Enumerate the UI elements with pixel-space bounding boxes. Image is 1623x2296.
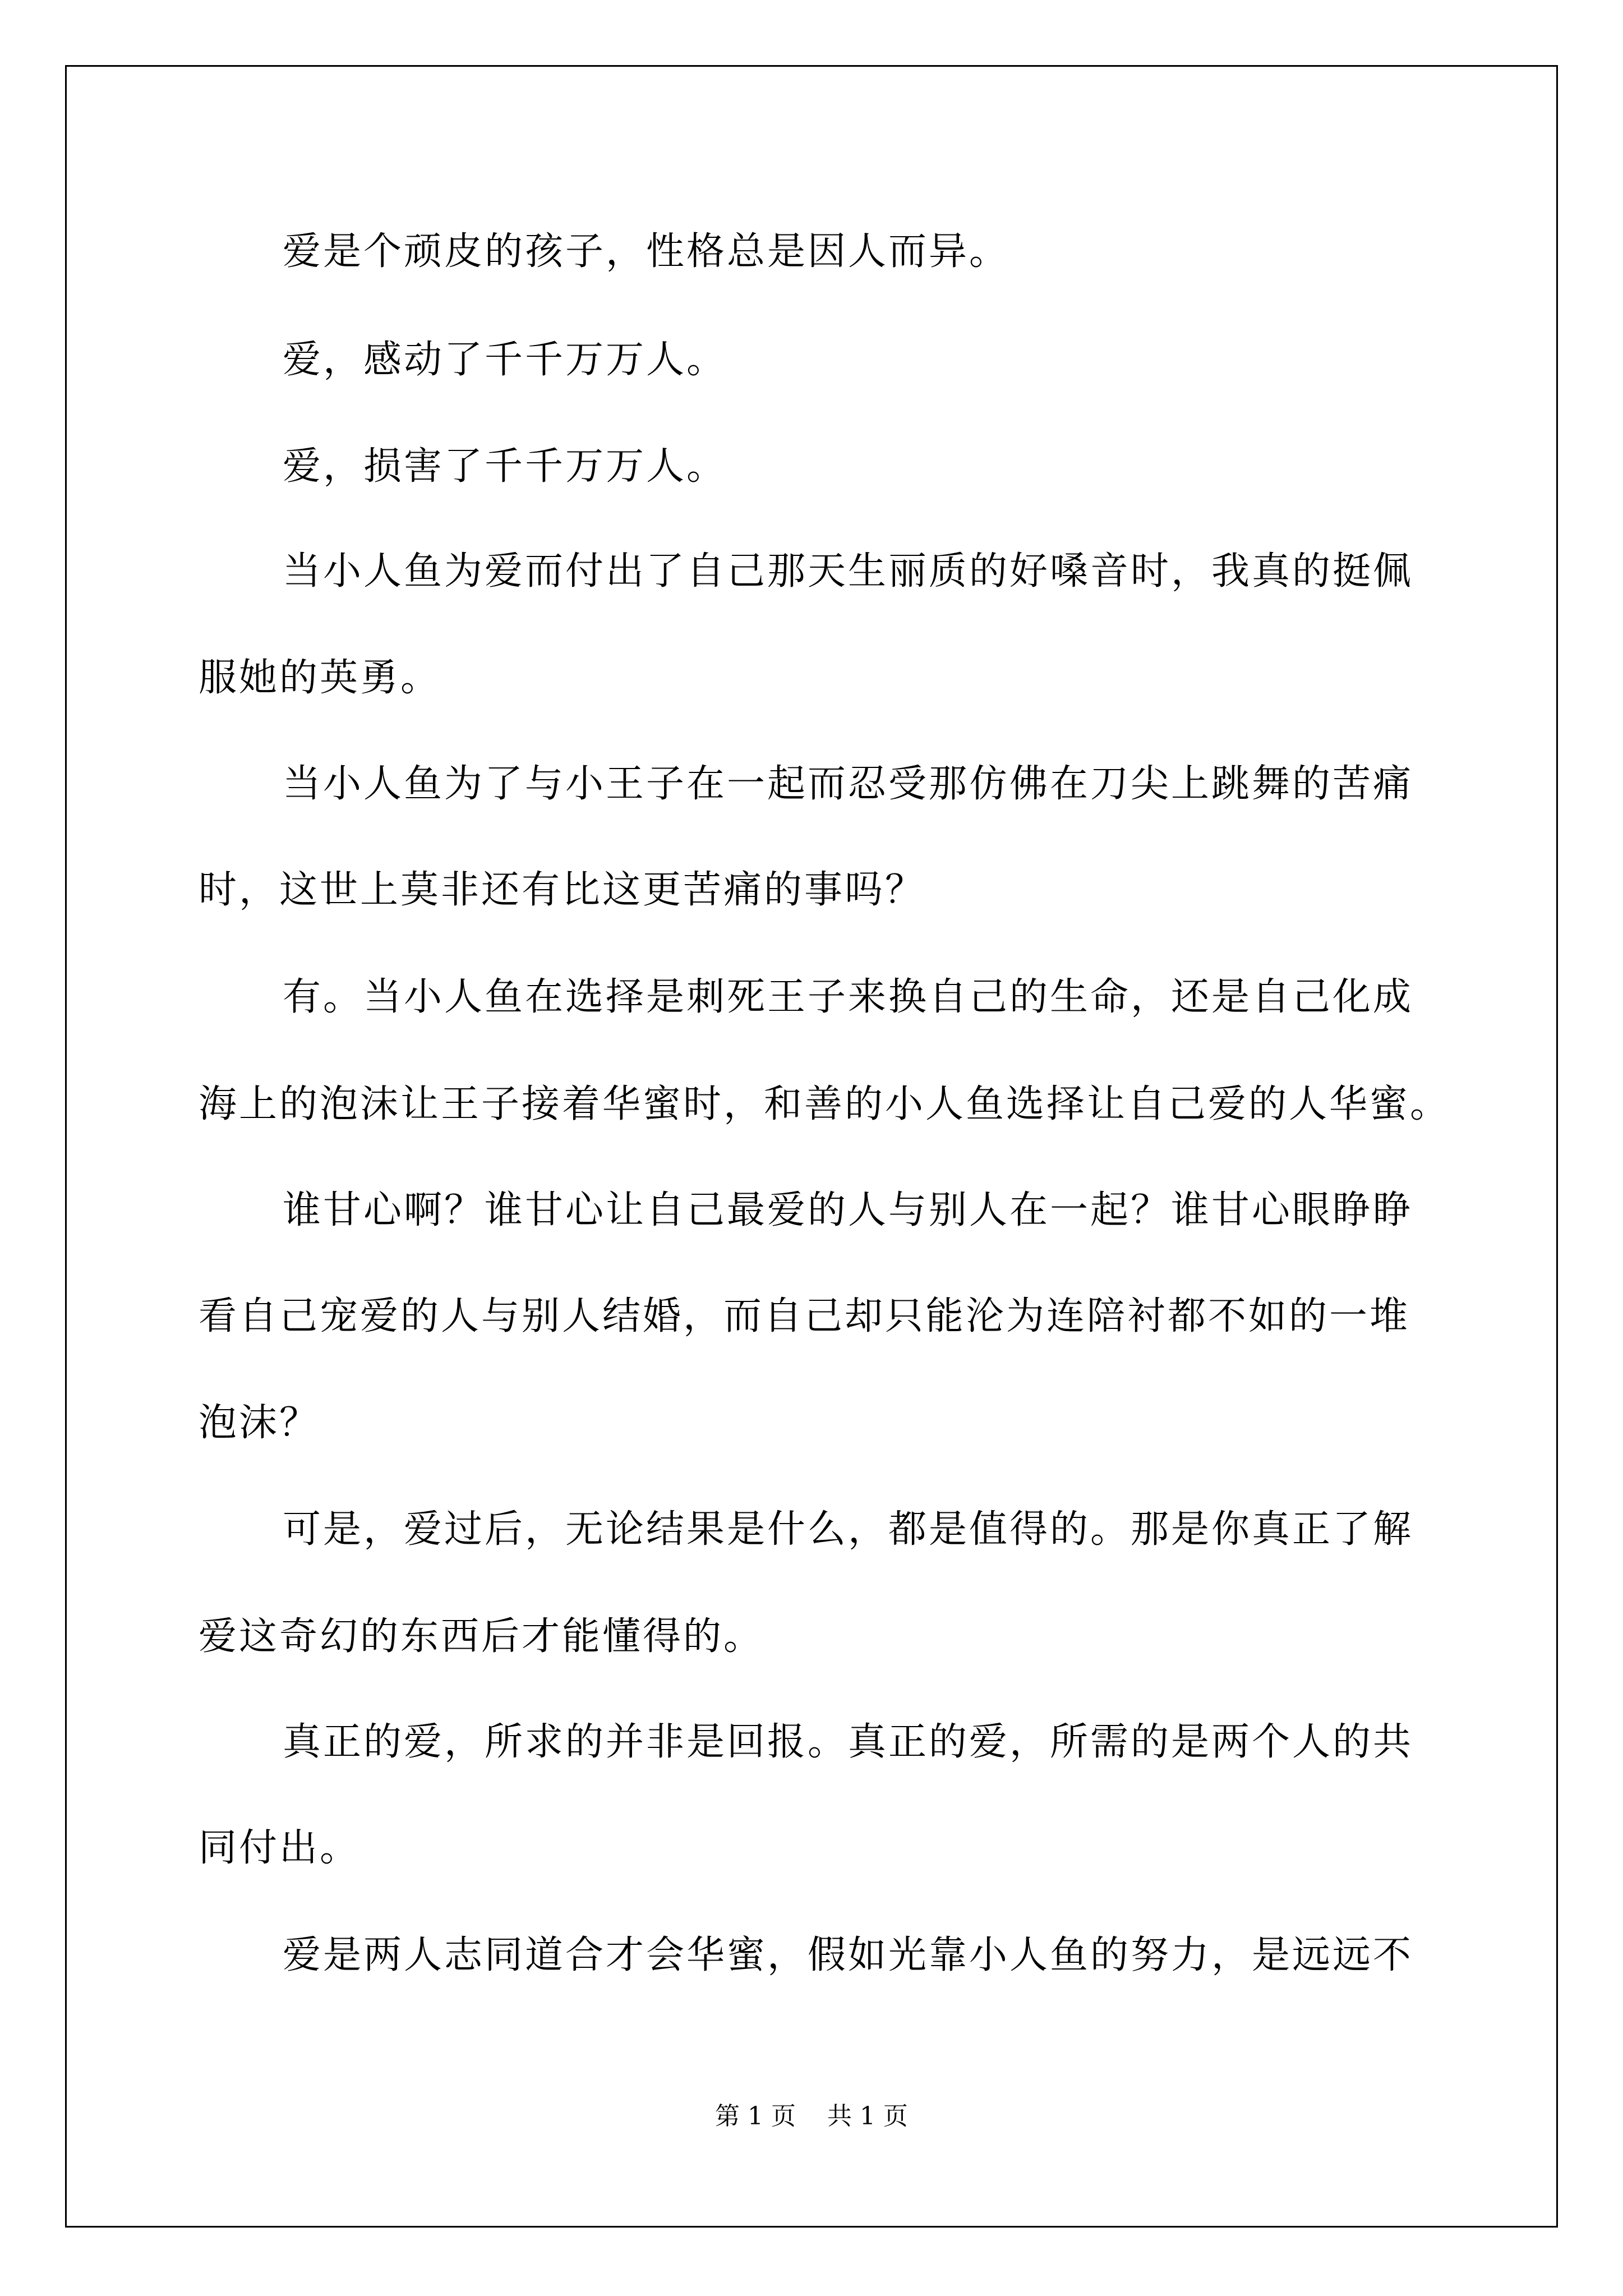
page-border [65, 65, 1558, 2228]
page-footer: 第 1 页 共 1 页 [715, 2102, 908, 2131]
text-line: 服她的英勇。 [199, 656, 441, 700]
text-line: 时，这世上莫非还有比这更苦痛的事吗？ [199, 868, 926, 912]
text-line: 爱这奇幻的东西后才能懂得的。 [199, 1614, 764, 1659]
text-line: 泡沫？ [199, 1401, 320, 1445]
text-line: 爱是个顽皮的孩子，性格总是因人而异。 [283, 229, 1010, 274]
text-line: 爱是两人志同道合才会华蜜，假如光靠小人鱼的努力，是远远不 [283, 1933, 1414, 1977]
text-line: 看自己宠爱的人与别人结婚，而自己却只能沦为连陪衬都不如的一堆 [199, 1294, 1410, 1338]
text-line: 真正的爱，所求的并非是回报。真正的爱，所需的是两个人的共 [283, 1720, 1414, 1764]
text-line: 爱，感动了千千万万人。 [283, 338, 727, 382]
text-line: 当小人鱼为了与小王子在一起而忍受那仿佛在刀尖上跳舞的苦痛 [283, 762, 1414, 806]
text-line: 当小人鱼为爱而付出了自己那天生丽质的好嗓音时，我真的挺佩 [283, 549, 1414, 593]
text-line: 可是，爱过后，无论结果是什么，都是值得的。那是你真正了解 [283, 1507, 1414, 1552]
text-line: 谁甘心啊？谁甘心让自己最爱的人与别人在一起？谁甘心眼睁睁 [283, 1188, 1414, 1232]
text-line: 爱，损害了千千万万人。 [283, 444, 727, 489]
text-line: 有。当小人鱼在选择是刺死王子来换自己的生命，还是自己化成 [283, 975, 1414, 1019]
text-line: 同付出。 [199, 1826, 361, 1870]
text-line: 海上的泡沫让王子接着华蜜时，和善的小人鱼选择让自己爱的人华蜜。 [199, 1082, 1451, 1126]
